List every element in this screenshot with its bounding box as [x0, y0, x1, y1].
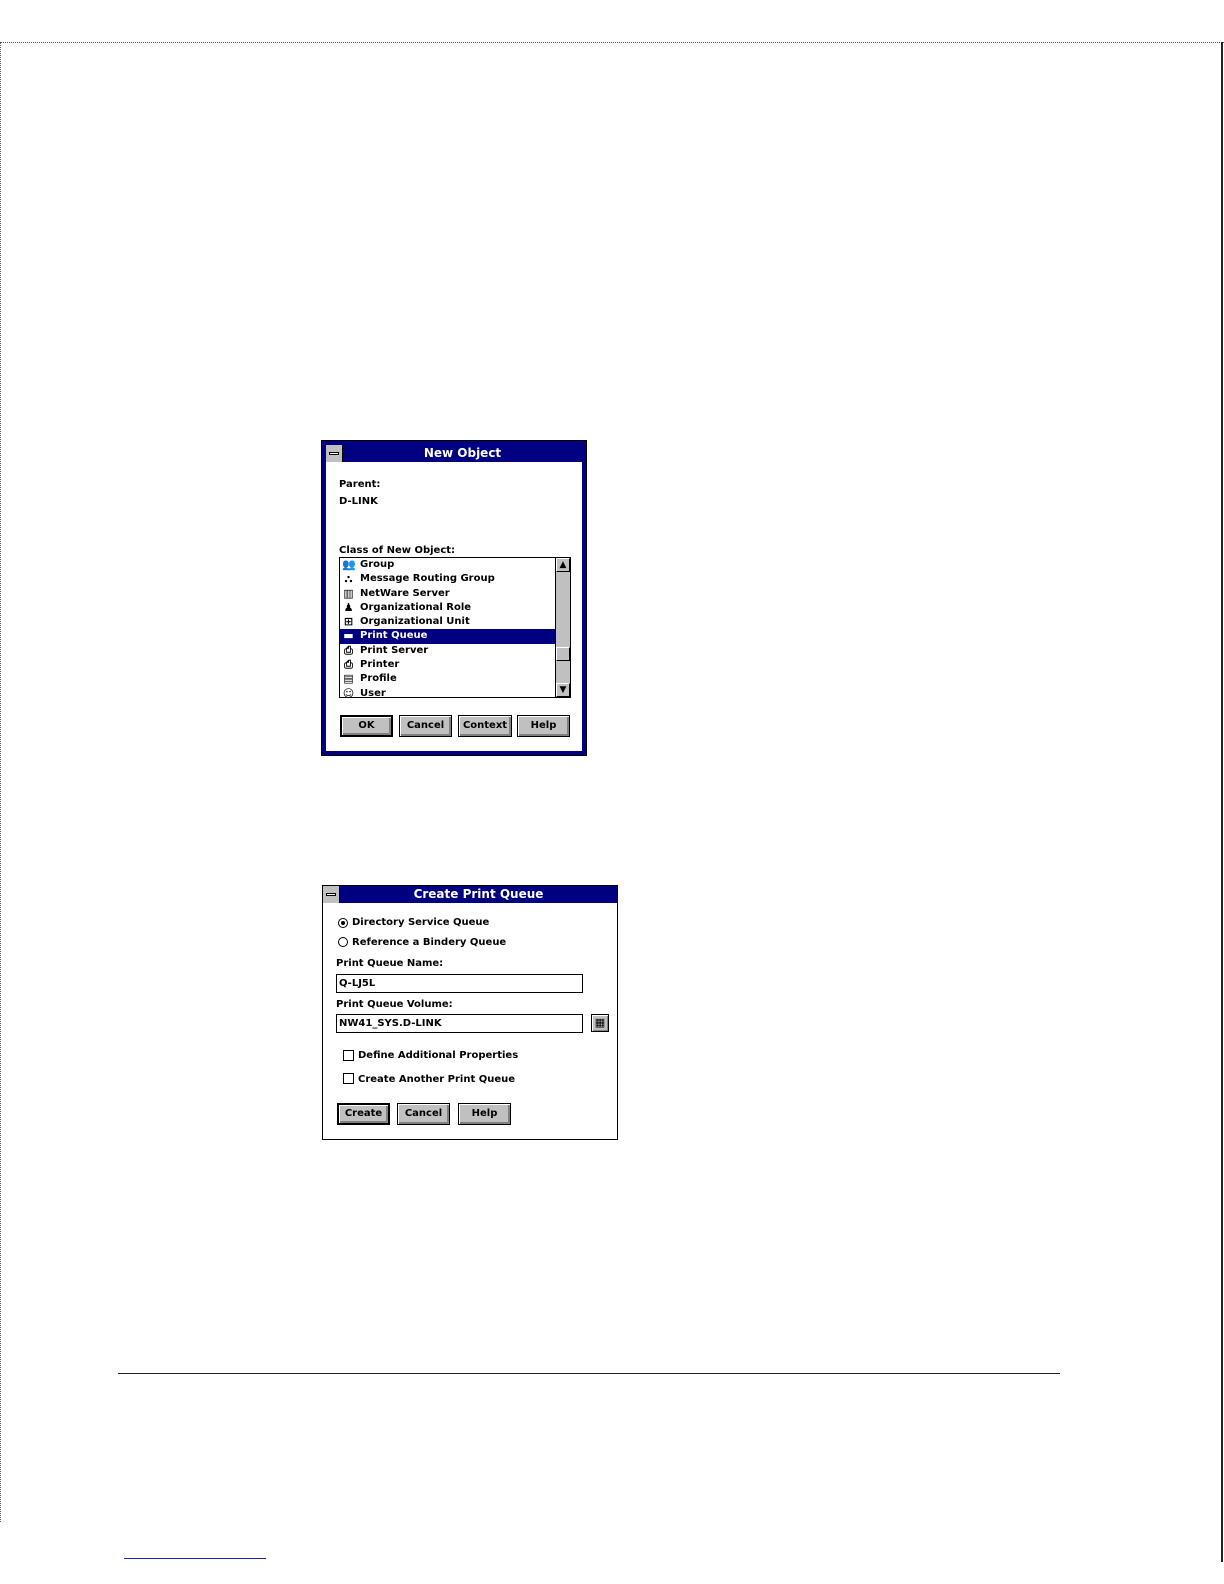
help-button[interactable]: Help — [517, 715, 570, 737]
page-left-border — [0, 42, 1, 1522]
queue-name-input[interactable]: Q-LJ5L — [336, 974, 583, 993]
list-item[interactable] — [340, 672, 570, 686]
browse-icon[interactable]: ▦ — [591, 1014, 609, 1032]
list-item-label: Print Server — [360, 644, 429, 656]
new-object-dialog — [322, 441, 586, 755]
group-icon: 👥 — [342, 558, 356, 571]
help-button[interactable]: Help — [458, 1103, 511, 1125]
message-routing-group-icon: ⛬ — [344, 572, 353, 586]
list-item-label: Organizational Unit — [360, 616, 470, 628]
list-scrollbar[interactable] — [555, 558, 570, 697]
list-item-label: Print Queue — [360, 630, 428, 642]
list-item-label: Profile — [360, 673, 397, 685]
scroll-up-icon[interactable]: ▲ — [556, 558, 570, 572]
new-object-titlebar — [326, 445, 582, 462]
system-menu-icon[interactable] — [323, 886, 340, 903]
parent-label: Parent: — [339, 479, 381, 490]
create-print-queue-titlebar — [323, 886, 617, 903]
server-icon: ▥ — [343, 586, 354, 600]
bindery-queue-label: Reference a Bindery Queue — [352, 937, 507, 948]
organizational-unit-icon: ⊞ — [343, 615, 354, 629]
class-label: Class of New Object: — [339, 545, 456, 556]
list-item[interactable] — [340, 644, 570, 658]
list-item-label: Organizational Role — [360, 601, 472, 613]
list-item-label: Printer — [360, 659, 400, 671]
define-properties-checkbox[interactable] — [343, 1050, 354, 1061]
print-server-icon: ⎙ — [344, 643, 353, 657]
cancel-button[interactable]: Cancel — [399, 715, 452, 737]
bindery-queue-radio[interactable] — [338, 937, 348, 947]
list-item-label: Group — [360, 559, 395, 570]
list-item-label: Message Routing Group — [360, 573, 495, 585]
directory-service-label: Directory Service Queue — [352, 917, 490, 928]
cancel-button[interactable]: Cancel — [397, 1103, 450, 1125]
create-another-label: Create Another Print Queue — [358, 1074, 516, 1085]
class-listbox[interactable] — [339, 557, 571, 698]
queue-name-label: Print Queue Name: — [336, 958, 444, 969]
list-item[interactable] — [340, 658, 570, 672]
create-print-queue-dialog — [322, 885, 618, 1140]
list-item[interactable] — [340, 572, 570, 586]
page-right-edge — [1221, 42, 1223, 1562]
list-item[interactable] — [340, 629, 570, 643]
parent-value: D-LINK — [339, 496, 378, 507]
scroll-down-icon[interactable]: ▼ — [556, 683, 570, 697]
list-item[interactable] — [340, 687, 570, 698]
system-menu-icon[interactable] — [326, 445, 343, 462]
dialog-title: Create Print Queue — [413, 887, 544, 901]
list-item[interactable] — [340, 601, 570, 615]
scroll-thumb[interactable] — [556, 647, 570, 661]
queue-volume-input[interactable]: NW41_SYS.D-LINK — [336, 1014, 583, 1033]
user-icon: ☺ — [342, 686, 355, 698]
queue-volume-label: Print Queue Volume: — [336, 999, 453, 1010]
directory-service-radio[interactable] — [338, 918, 348, 928]
list-item[interactable] — [340, 615, 570, 629]
list-item[interactable] — [340, 558, 570, 572]
page-top-border — [0, 42, 1224, 43]
define-properties-label: Define Additional Properties — [358, 1050, 519, 1061]
footer-link-underline — [124, 1558, 266, 1559]
create-button[interactable]: Create — [337, 1103, 390, 1125]
list-item-label: NetWare Server — [360, 587, 450, 599]
list-item-label: User — [360, 687, 386, 698]
footer-rule — [118, 1373, 1060, 1374]
printer-icon: ⎙ — [344, 658, 353, 672]
context-button[interactable]: Context — [458, 715, 512, 737]
organizational-role-icon: ♟ — [343, 600, 354, 614]
print-queue-icon: ▬ — [343, 629, 354, 643]
create-another-checkbox[interactable] — [343, 1073, 354, 1084]
list-item[interactable] — [340, 587, 570, 601]
profile-icon: ▤ — [343, 672, 354, 686]
ok-button[interactable]: OK — [340, 715, 393, 737]
dialog-title: New Object — [423, 446, 502, 460]
